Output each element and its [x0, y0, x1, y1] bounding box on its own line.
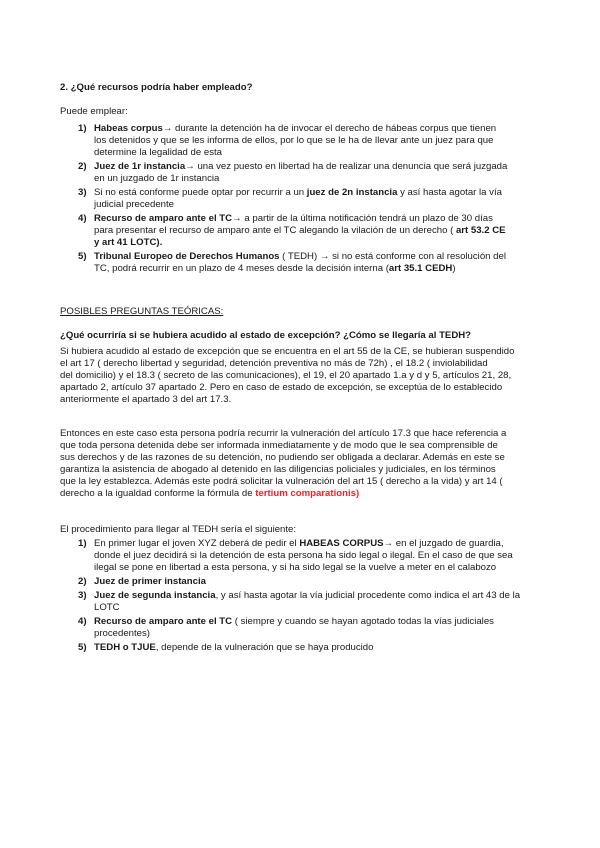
text-run: LOTC [94, 602, 120, 613]
list-item-number: 5) [78, 642, 87, 653]
list-item-number: 1) [78, 123, 87, 134]
text-run: TEDH o TJUE [94, 642, 156, 653]
text-run: durante la detención ha de invocar el derecho de hábeas corpus que tienen [175, 123, 497, 134]
text-run: Si hubiera acudido al estado de excepción que se encuentra en el art 55 de la CE, se hubieran suspendido [60, 346, 515, 357]
section-title: 2. ¿Qué recursos podría haber empleado? [60, 82, 253, 93]
intro-text: Puede emplear: [60, 106, 128, 117]
list-item-line [94, 225, 506, 237]
list-item-line [94, 135, 493, 147]
list-item-line [94, 562, 496, 574]
list-item-line [94, 123, 496, 135]
list-item-line [94, 642, 373, 654]
list-item-number: 5) [78, 251, 87, 262]
text-run: que la ley establezca. Además este podrá solicitar la vulneración del art 15 ( derecho a la vida) y art 14 ( [60, 476, 503, 487]
list-item-line [94, 173, 219, 185]
list-item-line [94, 538, 504, 550]
text-run: , depende de la vulneración que se haya producido [155, 642, 374, 653]
text-run: donde el juez decidirá si la detención de esta persona ha sido legal o ilegal. En el caso de que sea [94, 550, 513, 561]
text-run: los detenidos y que se les informa de ellos, por lo que se le ha de llevar ante un juez para que [94, 135, 494, 146]
text-run: art 35.1 CEDH [388, 263, 453, 274]
list-item-number: 2) [78, 576, 87, 587]
list-item-number: 4) [78, 213, 87, 224]
text-run: juez de 2n instancia [306, 187, 398, 198]
list-item-number: 3) [78, 187, 87, 198]
text-run: para presentar el recurso de amparo ante el TC alegando la vilación de un derecho ( [94, 225, 456, 236]
text-run: Entonces en este caso esta persona podría recurrir la vulneración del artículo 17.3 que hace referencia a [60, 428, 507, 439]
list-item-line [94, 251, 506, 263]
text-run: → a partir de la última notificación tendrá un plazo de 30 días [232, 213, 493, 224]
text-run: , y así hasta agotar la vía judicial procedente como indica el art 43 de la [215, 590, 521, 601]
tertium-highlight: tertium comparationis) [255, 488, 360, 499]
text-run: judicial precedente [94, 199, 175, 210]
list-item-number: 1) [78, 538, 87, 549]
text-run: garantiza la asistencia de abogado al detenido en las diligencias policiales y judiciales, en los términos [60, 464, 496, 475]
text-run: En primer lugar el joven XYZ deberá de pedir el [94, 538, 300, 549]
list-item-line [94, 576, 206, 588]
list-item-line [94, 213, 493, 225]
text-run: el art 17 ( derecho libertad y seguridad, detención preventiva no más de 72h) , el 18.2 ( inviolabilidad [60, 358, 488, 369]
text-run: procedentes) [94, 628, 150, 639]
text-run: → una vez puesto en libertad ha de realizar una denuncia que será juzgada [185, 161, 508, 172]
text-run: del domicilio) y el 18.3 ( secreto de las comunicaciones), el 19, el 20 apartado 1.a y d y 5, artículos 21, 28, [60, 370, 512, 381]
list-item-line [94, 147, 222, 159]
paragraph-line [60, 358, 488, 370]
theory-heading: POSIBLES PREGUNTAS TEÓRICAS: [60, 306, 224, 317]
list-item-line [94, 628, 150, 640]
text-run: ( TEDH) → si no está conforme con al resolución del [279, 251, 506, 262]
text-run: TC, podrá recurrir en un plazo de 4 meses desde la decisión interna ( [94, 263, 389, 274]
text-run: ) [452, 263, 456, 274]
text-run: ( siempre y cuando se hayan agotado todas la vías judiciales [232, 616, 494, 627]
text-run: HABEAS CORPUS→ [299, 538, 394, 549]
paragraph-line [60, 440, 498, 452]
paragraph-line [60, 346, 514, 358]
text-run: sus derechos y de las razones de su detención, no pudiendo ser obligada a declarar. Además en este se [60, 452, 505, 463]
text-run: y art 41 LOTC). [94, 237, 163, 248]
paragraph-line [60, 464, 496, 476]
text-run: en el juzgado de guardia, [393, 538, 504, 549]
text-run: Juez de 1r instancia [94, 161, 186, 172]
text-run: Si no está conforme puede optar por recurrir a un [94, 187, 307, 198]
paragraph-line [60, 488, 359, 500]
list-item-line [94, 263, 456, 275]
paragraph-line [60, 394, 231, 406]
list-item-number: 4) [78, 616, 87, 627]
list-item-line [94, 199, 174, 211]
list-item-line [94, 187, 502, 199]
text-run: Juez de segunda instancia [94, 590, 216, 601]
paragraph-line [60, 476, 503, 488]
text-run: apartado 2, artículo 37 apartado 2. Pero en caso de estado de excepción, se exceptúa de lo establecido [60, 382, 503, 393]
text-run: Juez de primer instancia [94, 576, 206, 587]
text-run: Recurso de amparo ante el TC [94, 616, 233, 627]
list-item-line [94, 590, 520, 602]
text-run: anteriormente el apartado 3 del art 17.3. [60, 394, 232, 405]
text-run: en un juzgado de 1r instancia [94, 173, 220, 184]
paragraph-line [60, 382, 502, 394]
text-run: Recurso de amparo ante el TC [94, 213, 233, 224]
list-item-line [94, 161, 507, 173]
list-item-line [94, 550, 513, 562]
list-item-line [94, 616, 494, 628]
paragraph-line [60, 428, 506, 440]
question-text: ¿Qué ocurriría si se hubiera acudido al estado de excepción? ¿Cómo se llegaría al TEDH? [60, 330, 472, 341]
list-item-number: 3) [78, 590, 87, 601]
list-item-line [94, 237, 162, 249]
text-run: Tribunal Europeo de Derechos Humanos [94, 251, 280, 262]
paragraph-line [60, 370, 511, 382]
paragraph-line [60, 452, 505, 464]
text-run: art 53.2 CE [455, 225, 506, 236]
text-run: derecho a la igualdad conforme la fórmula de [60, 488, 256, 499]
list-item-number: 2) [78, 161, 87, 172]
text-run: Habeas corpus→ [94, 123, 176, 134]
text-run: y así hasta agotar la vía [397, 187, 502, 198]
list-item-line [94, 602, 120, 614]
procedure-intro: El procedimiento para llegar al TEDH sería el siguiente: [60, 524, 297, 535]
text-run: ilegal se pone en libertad a esta persona, y si ha sido legal se la vuelve a meter en el calabozo [94, 562, 497, 573]
text-run: que toda persona detenida debe ser informada inmediatamente y de modo que le sea comprensible de [60, 440, 498, 451]
text-run: determine la legalidad de esta [94, 147, 223, 158]
